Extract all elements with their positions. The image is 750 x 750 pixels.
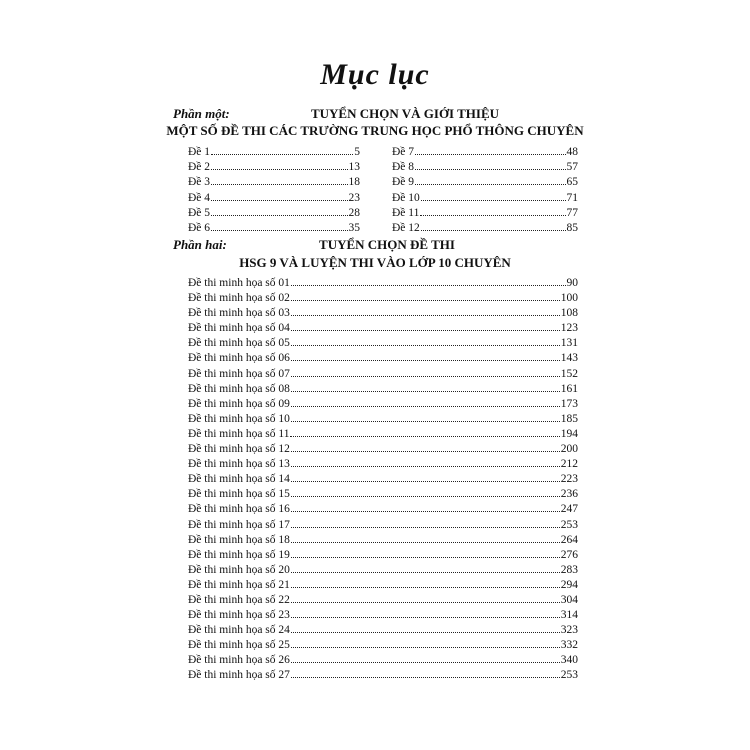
toc-entry-label: Đề thi minh họa số 19 [188, 548, 290, 561]
dot-leader [291, 366, 560, 377]
toc-entry [188, 441, 578, 456]
part-one-heading-line1: TUYỂN CHỌN VÀ GIỚI THIỆU [310, 106, 500, 121]
toc-entry [188, 562, 578, 577]
toc-entry [392, 174, 578, 189]
toc-entry [188, 592, 578, 607]
toc-entry-label: Đề thi minh họa số 15 [188, 488, 290, 501]
dot-leader [211, 220, 347, 231]
dot-leader [291, 471, 560, 482]
toc-entry [188, 471, 578, 486]
toc-entry-label: Đề 2 [188, 161, 211, 174]
toc-entry-page: 304 [560, 593, 578, 606]
dot-leader [290, 426, 559, 437]
toc-entry [188, 517, 578, 532]
toc-entry-page: 100 [560, 292, 578, 305]
toc-entry-page: 23 [348, 191, 360, 204]
toc-entry-page: 90 [566, 277, 578, 289]
toc-entry-page: 77 [566, 206, 578, 219]
toc-entry-label: Đề thi minh họa số 25 [188, 639, 290, 652]
toc-entry [188, 290, 578, 305]
dot-leader [211, 190, 347, 201]
toc-entry [188, 320, 578, 335]
toc-entry [392, 220, 578, 235]
toc-entry-label: Đề thi minh họa số 17 [188, 518, 290, 531]
toc-entry-label: Đề 3 [188, 176, 211, 189]
part-two-heading-line1: TUYỂN CHỌN ĐỀ THI [319, 237, 455, 252]
dot-leader [291, 547, 560, 558]
toc-entry-page: 332 [560, 639, 578, 652]
toc-entry [188, 335, 578, 350]
toc-entry-label: Đề thi minh họa số 07 [188, 367, 290, 380]
toc-entry-page: 85 [566, 221, 578, 234]
dot-leader [291, 577, 560, 588]
toc-entry-label: Đề thi minh họa số 26 [188, 654, 290, 667]
toc-entry-label: Đề thi minh họa số 06 [188, 352, 290, 365]
toc-entry-page: 340 [560, 654, 578, 667]
toc-entry-page: 200 [560, 443, 578, 456]
dot-leader [291, 637, 560, 648]
toc-entry-label: Đề 4 [188, 191, 211, 204]
toc-entry-label: Đề 7 [392, 146, 415, 158]
part-two-list [188, 275, 578, 683]
toc-entry-label: Đề thi minh họa số 20 [188, 563, 290, 576]
toc-entry-page: 294 [560, 578, 578, 591]
toc-entry-label: Đề thi minh họa số 01 [188, 277, 290, 289]
toc-entry-label: Đề thi minh họa số 14 [188, 473, 290, 486]
toc-entry-label: Đề 5 [188, 206, 211, 219]
part-one-left-column [188, 144, 360, 235]
dot-leader [291, 350, 560, 361]
toc-entry-page: 236 [560, 488, 578, 501]
toc-entry [188, 144, 360, 159]
toc-entry-page: 28 [348, 206, 360, 219]
dot-leader [415, 174, 565, 185]
dot-leader [420, 205, 565, 216]
toc-entry [188, 411, 578, 426]
toc-entry-page: 13 [348, 161, 360, 174]
toc-entry [188, 667, 578, 682]
toc-entry [188, 607, 578, 622]
toc-entry-page: 323 [560, 624, 578, 637]
toc-entry-page: 48 [566, 146, 578, 158]
toc-entry [392, 144, 578, 159]
dot-leader [291, 486, 560, 497]
toc-entry-page: 173 [560, 397, 578, 410]
part-one-heading-line2: MỘT SỐ ĐỀ THI CÁC TRƯỜNG TRUNG HỌC PHỔ THÔNG CHUYÊN [166, 123, 584, 138]
toc-entry [188, 275, 578, 290]
dot-leader [415, 144, 565, 155]
toc-entry-page: 108 [560, 307, 578, 320]
toc-entry-page: 264 [560, 533, 578, 546]
dot-leader [211, 144, 353, 155]
dot-leader [291, 562, 560, 573]
toc-entry-label: Đề 9 [392, 176, 415, 189]
toc-entry-label: Đề 8 [392, 161, 415, 174]
toc-entry-page: 57 [566, 161, 578, 174]
toc-entry-page: 247 [560, 503, 578, 516]
toc-entry [188, 486, 578, 501]
toc-entry [188, 637, 578, 652]
toc-entry [188, 350, 578, 365]
toc-entry-page: 65 [566, 176, 578, 189]
dot-leader [291, 592, 560, 603]
toc-entry-label: Đề 1 [188, 146, 211, 158]
toc-entry-label: Đề thi minh họa số 24 [188, 624, 290, 637]
toc-entry-label: Đề thi minh họa số 16 [188, 503, 290, 516]
toc-entry-page: 161 [560, 382, 578, 395]
toc-entry-label: Đề 6 [188, 221, 211, 234]
toc-entry-label: Đề thi minh họa số 02 [188, 292, 290, 305]
dot-leader [291, 381, 560, 392]
dot-leader [291, 622, 560, 633]
toc-entry-page: 143 [560, 352, 578, 365]
dot-leader [211, 174, 347, 185]
dot-leader [291, 441, 560, 452]
toc-entry [392, 190, 578, 205]
toc-entry-label: Đề thi minh họa số 22 [188, 593, 290, 606]
toc-entry-label: Đề thi minh họa số 05 [188, 337, 290, 350]
toc-entry [188, 159, 360, 174]
toc-entry-page: 35 [348, 221, 360, 234]
dot-leader [291, 532, 560, 543]
part-one-right-column [392, 144, 578, 235]
toc-entry [188, 501, 578, 516]
dot-leader [291, 607, 560, 618]
toc-entry-page: 185 [560, 412, 578, 425]
page-title: Mục lục [320, 58, 430, 91]
toc-entry [188, 381, 578, 396]
toc-entry-page: 5 [354, 146, 360, 158]
toc-entry [188, 652, 578, 667]
dot-leader [291, 411, 560, 422]
toc-entry-page: 314 [560, 609, 578, 622]
toc-entry-page: 18 [348, 176, 360, 189]
toc-entry-label: Đề thi minh họa số 03 [188, 307, 290, 320]
toc-entry [188, 366, 578, 381]
toc-entry [188, 190, 360, 205]
toc-entry-label: Đề thi minh họa số 27 [188, 669, 290, 682]
toc-entry-label: Đề thi minh họa số 10 [188, 412, 290, 425]
toc-entry [188, 220, 360, 235]
toc-entry [188, 532, 578, 547]
toc-entry-page: 71 [566, 191, 578, 204]
dot-leader [421, 220, 566, 231]
toc-entry-page: 131 [560, 337, 578, 350]
toc-entry-page: 212 [560, 458, 578, 471]
toc-entry [188, 456, 578, 471]
toc-entry-label: Đề thi minh họa số 13 [188, 458, 290, 471]
toc-entry-label: Đề 10 [392, 191, 420, 204]
part-two-heading-line2: HSG 9 VÀ LUYỆN THI VÀO LỚP 10 CHUYÊN [239, 255, 511, 270]
dot-leader [291, 335, 560, 346]
toc-entry [188, 396, 578, 411]
toc-entry [188, 547, 578, 562]
part-two-label: Phần hai: [173, 237, 227, 252]
dot-leader [291, 305, 560, 316]
dot-leader [291, 275, 566, 286]
dot-leader [291, 396, 560, 407]
toc-entry [188, 622, 578, 637]
toc-entry [392, 205, 578, 220]
dot-leader [291, 290, 560, 301]
toc-entry-label: Đề thi minh họa số 08 [188, 382, 290, 395]
dot-leader [291, 456, 560, 467]
toc-entry-label: Đề thi minh họa số 09 [188, 397, 290, 410]
toc-entry-label: Đề 12 [392, 221, 420, 234]
dot-leader [291, 517, 560, 528]
toc-entry-page: 194 [560, 427, 578, 440]
toc-entry-page: 253 [560, 669, 578, 682]
toc-entry-page: 276 [560, 548, 578, 561]
dot-leader [211, 159, 347, 170]
toc-entry-label: Đề thi minh họa số 18 [188, 533, 290, 546]
toc-entry-label: Đề thi minh họa số 12 [188, 443, 290, 456]
toc-entry [188, 426, 578, 441]
toc-entry [188, 174, 360, 189]
dot-leader [291, 667, 560, 678]
toc-entry-page: 152 [560, 367, 578, 380]
toc-entry [188, 305, 578, 320]
toc-entry-label: Đề 11 [392, 206, 420, 219]
toc-entry-label: Đề thi minh họa số 23 [188, 609, 290, 622]
toc-entry [188, 205, 360, 220]
part-one-label: Phần một: [173, 106, 230, 121]
dot-leader [421, 190, 566, 201]
toc-entry-label: Đề thi minh họa số 21 [188, 578, 290, 591]
toc-entry [188, 577, 578, 592]
dot-leader [211, 205, 347, 216]
toc-entry [392, 159, 578, 174]
toc-entry-page: 253 [560, 518, 578, 531]
toc-entry-label: Đề thi minh họa số 04 [188, 322, 290, 335]
dot-leader [291, 501, 560, 512]
dot-leader [291, 320, 560, 331]
toc-entry-page: 123 [560, 322, 578, 335]
toc-entry-page: 223 [560, 473, 578, 486]
toc-entry-label: Đề thi minh họa số 11 [188, 427, 290, 440]
dot-leader [291, 652, 560, 663]
toc-entry-page: 283 [560, 563, 578, 576]
dot-leader [415, 159, 565, 170]
